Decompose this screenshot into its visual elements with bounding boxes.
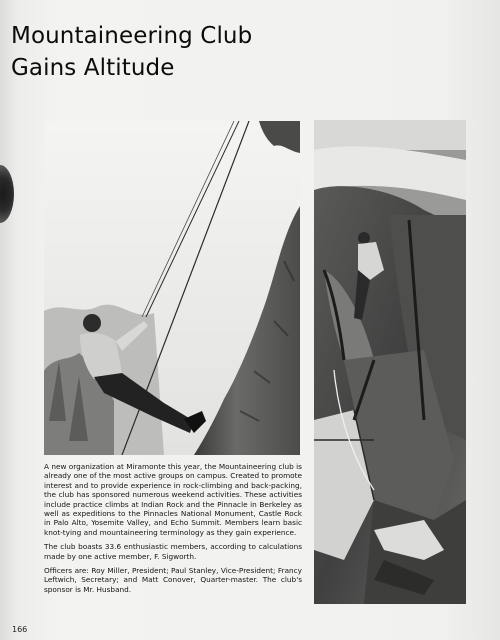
page-title [11, 20, 252, 84]
rappelling-photo-image [44, 121, 300, 455]
article-paragraph-3: Officers are: Roy Miller, President; Paul Stanley, Vice-President; Francy Leftwich, Secretary; and Matt Conover, Quarter-master. The club's sponsor is Mr. Husband. [44, 566, 302, 594]
article-paragraph-2: The club boasts 33.6 enthusiastic members, according to calculations made by one active member, F. Sigworth. [44, 542, 302, 561]
article-paragraph-1: A new organization at Miramonte this year, the Mountaineering club is already one of the most active groups on campus. Created to promote interest and to provide experience in rock-climbing and back-packing, the club has sponsored numerous weekend activities. These activities include practice climbs at Indian Rock and the Pinnacle in Berkeley as well as expeditions to the Pinnacles National Monument, Castle Rock in Palo Alto, Yosemite Valley, and Echo Summit. Members learn basic knot-tying and mountaineering terminology as they gain experience. [44, 462, 302, 537]
rappelling-photo [44, 121, 300, 455]
binding-hole [0, 165, 14, 223]
title-line-1: Mountaineering Club [11, 23, 253, 49]
rock-face-photo [314, 120, 466, 604]
title-line-2: Gains Altitude [11, 55, 175, 81]
rock-face-photo-image [314, 120, 466, 604]
article-body [44, 462, 302, 599]
page-number: 166 [12, 625, 28, 634]
